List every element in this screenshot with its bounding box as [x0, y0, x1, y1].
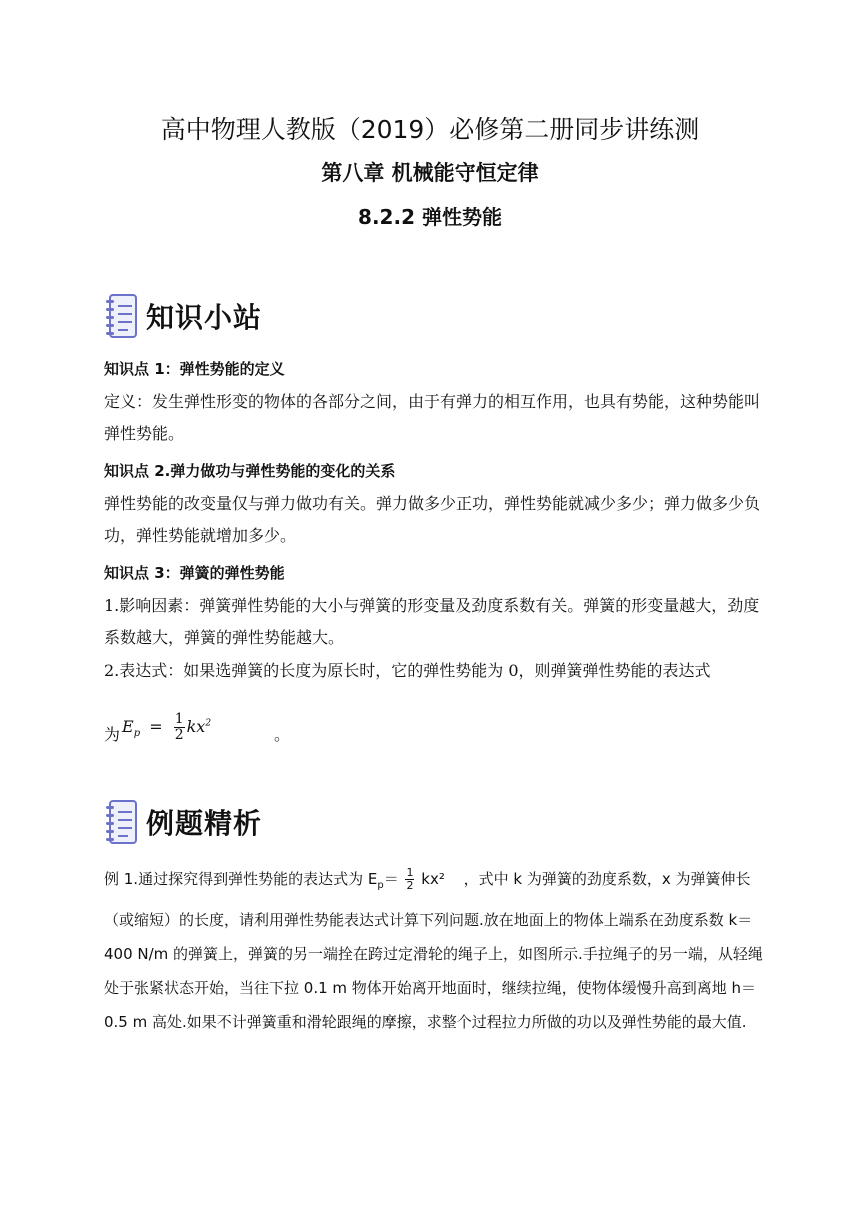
formula-prefix: 为: [104, 725, 121, 744]
example-lead-kx: kx²: [421, 870, 445, 888]
knowledge-point-1-text: 定义：发生弹性形变的物体的各部分之间，由于有弹力的相互作用，也具有势能，这种势能叫弹性势能。: [104, 392, 761, 443]
formula-sup: 2: [205, 718, 212, 729]
formula-period: 。: [274, 725, 291, 744]
knowledge-point-3-heading: 知识点 3：弹簧的弹性势能: [104, 564, 285, 582]
example-rest: ，式中 k 为弹簧的劲度系数，x 为弹簧伸长（或缩短）的长度，请利用弹性势能表达式计算下列问题.放在地面上的物体上端系在劲度系数 k＝400 N/m 的弹簧上，弹簧的另一端拴在跨过定滑轮的绳子上，如图所示.手拉绳子的另一端，从轻绳处于张紧状态开始，当往下拉 0.1 m 物体开始离开地面时，继续拉绳，使物体缓慢升高到离地 h＝0.5 m 高处.如果不计弹簧重和滑轮跟绳的摩擦，求整个过程拉力所做的功以及弹性势能的最大值.: [104, 870, 763, 1031]
knowledge-point-3-text-2: 2.表达式：如果选弹簧的长度为原长时，它的弹性势能为 0，则弹簧弹性势能的表达式: [104, 661, 711, 680]
section-title: 8.2.2 弹性势能: [358, 205, 502, 229]
example-1-text: [104, 862, 764, 1039]
elastic-energy-formula: [104, 700, 304, 750]
formula-equals: =: [149, 717, 163, 736]
formula-kx: kx: [186, 717, 206, 736]
example-lead-eq: ＝: [383, 870, 399, 888]
notebook-icon: [104, 293, 140, 339]
section-knowledge-label: 知识小站: [146, 301, 263, 334]
example-lead: 例 1.通过探究得到弹性势能的表达式为 E: [104, 870, 378, 888]
section-knowledge-header: [104, 292, 262, 340]
notebook-icon: [104, 799, 140, 845]
knowledge-point-2-text: 弹性势能的改变量仅与弹力做功有关。弹力做多少正功，弹性势能就减少多少；弹力做多少负功，弹性势能就增加多少。: [104, 494, 761, 545]
example-lead-sub: p: [377, 880, 384, 891]
formula-denominator: 2: [174, 727, 184, 743]
knowledge-point-2-heading: 知识点 2.弹力做功与弹性势能的变化的关系: [104, 462, 396, 480]
knowledge-point-3-text-1: 1.影响因素：弹簧弹性势能的大小与弹簧的形变量及劲度系数有关。弹簧的形变量越大，劲度系数越大，弹簧的弹性势能越大。: [104, 596, 760, 647]
document-title: 高中物理人教版（2019）必修第二册同步讲练测: [160, 115, 700, 144]
section-examples-header: [104, 798, 262, 846]
chapter-title: 第八章 机械能守恒定律: [321, 161, 539, 185]
formula-numerator: 1: [174, 711, 184, 727]
section-examples-label: 例题精析: [146, 807, 263, 840]
formula-E: E: [122, 717, 134, 736]
example-frac-den: 2: [406, 879, 414, 892]
knowledge-point-1-heading: 知识点 1：弹性势能的定义: [104, 360, 285, 378]
example-frac-num: 1: [406, 866, 414, 879]
formula-sub: p: [133, 728, 141, 740]
